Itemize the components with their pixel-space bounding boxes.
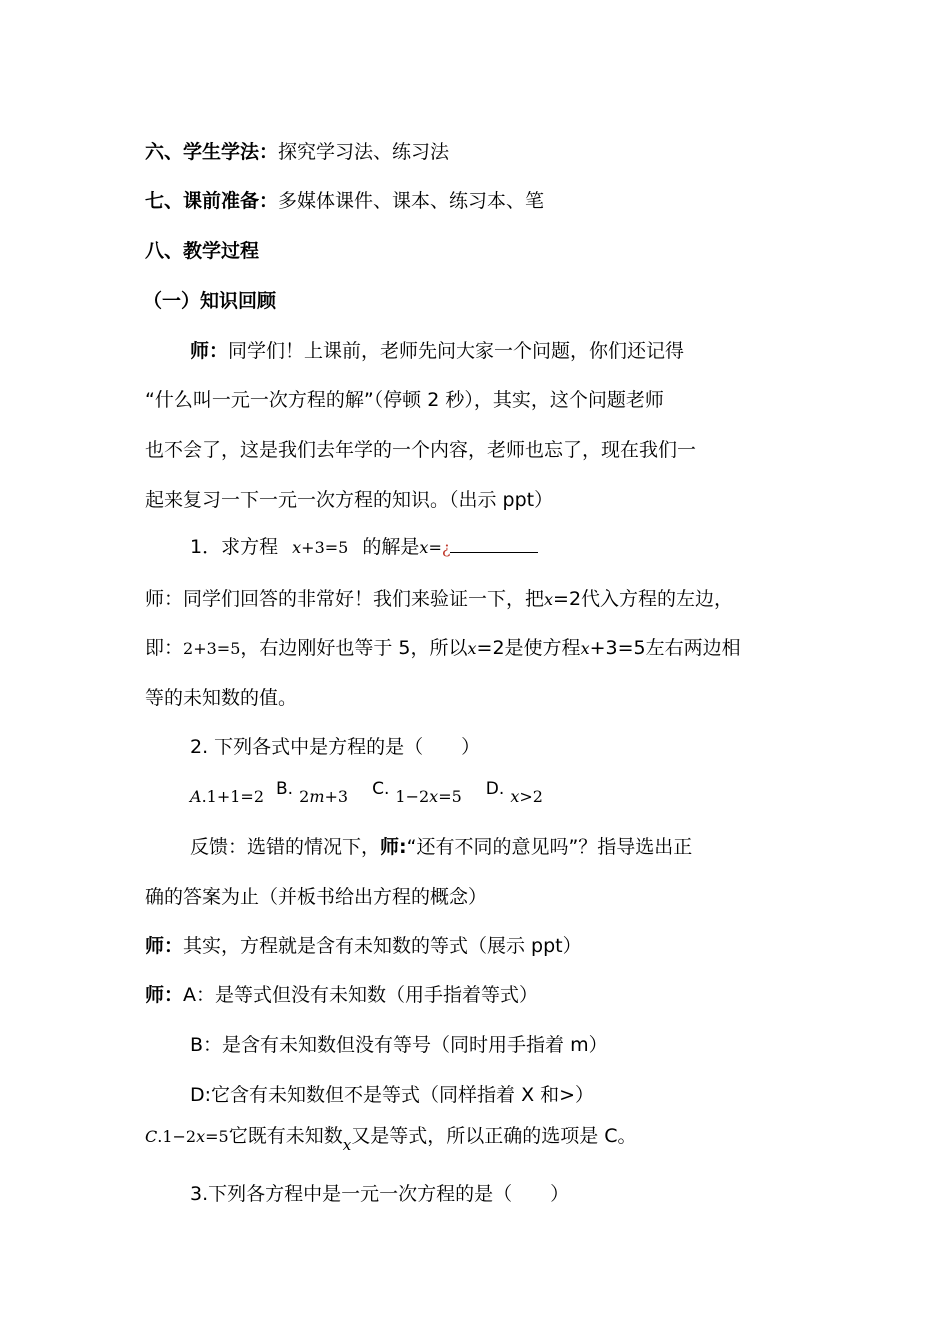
q1-ans-mark: ¿ [441,538,451,557]
explain-c-var: x [196,1127,206,1146]
para2-text2c: =2是使方程 [476,637,581,659]
s8-title-text: 八、教学过程 [145,240,260,262]
q2-c-var: x [429,787,439,806]
explain-line3: B：是含有未知数但没有等号（同时用手指着 m） [190,1034,608,1056]
q2-b-pre: 2 [299,787,310,806]
q2-a-expr: .1+1=2 [201,787,264,806]
feedback-line2: 确的答案为止（并板书给出方程的概念） [145,886,488,908]
q1-eq-var: x [292,538,302,557]
q1-answer-blank [450,534,538,553]
para1-text1: 同学们！上课前，老师先问大家一个问题，你们还记得 [228,340,685,362]
para2-text2d: +3=5左右两边相 [589,637,741,659]
explain-speaker2: 师： [145,984,184,1006]
q3-stem: 3.下列各方程中是一元一次方程的是（ ） [190,1183,570,1205]
explain-text2: A：是等式但没有未知数（用手指着等式） [183,984,539,1006]
para2-text1a: 师：同学们回答的非常好！我们来验证一下，把 [145,588,545,610]
q2-d-post: >2 [519,787,543,806]
para1-line3: 也不会了，这是我们去年学的一个内容，老师也忘了，现在我们一 [145,439,697,461]
s7-text: 多媒体课件、课本、练习本、笔 [278,190,545,212]
q2-stem: 2. 下列各式中是方程的是（ ） [190,736,481,758]
q1-answer [419,538,450,557]
feedback-speaker: 师: [380,836,407,858]
q2-c-label: C. [372,779,390,799]
q2-c-pre: 1−2 [395,787,430,806]
para1-line2: “什么叫一元一次方程的解”（停顿 2 秒），其实，这个问题老师 [145,389,664,411]
s7-line [145,189,544,213]
para2-var2: x [467,639,477,658]
q1-equation [292,538,348,557]
explain-text1: 其实，方程就是含有未知数的等式（展示 ppt） [183,935,582,957]
para2-line3: 等的未知数的值。 [145,687,298,709]
q2-option-a [190,787,264,806]
q1-ans-var: x [419,538,429,557]
q1-ans-eq: = [428,538,442,557]
q2-option-b [299,787,348,806]
explain-line2 [145,983,538,1007]
para1-speaker: 师： [190,340,229,362]
explain-option-c [145,1127,229,1146]
explain-sub-var: x [342,1136,352,1154]
s6-text: 探究学习法、练习法 [278,141,450,163]
feedback-text1a: 反馈：选错的情况下， [190,836,381,858]
q2-d-var: x [510,787,520,806]
explain-c-label: C [145,1127,158,1146]
explain-c-pre: .1−2 [157,1127,197,1146]
explain-text5a: 它既有未知数 [228,1125,343,1147]
para2-text2a: 即： [145,637,184,659]
q1-line [190,534,538,560]
s7-title: 七、课前准备： [145,190,279,212]
feedback-line1 [190,835,692,859]
explain-text5b: 又是等式，所以正确的选项是 C。 [351,1125,637,1147]
q2-b-post: +3 [324,787,349,806]
explain-line1 [145,934,582,958]
q2-c-post: =5 [438,787,462,806]
q1-prefix: 1．求方程 [190,536,279,558]
explain-line5 [145,1124,637,1154]
feedback-text1b: “还有不同的意见吗”？指导选出正 [406,836,693,858]
para2-text2b: ，右边刚好也等于 5，所以 [240,637,468,659]
s6-title: 六、学生学法： [145,141,279,163]
s6-line [145,140,449,164]
q2-b-var: m [309,787,325,806]
q1-eq-rest: +3=5 [301,538,349,557]
sub1-title [143,289,276,313]
para2-var3: x [580,639,590,658]
para2-text1b: =2代入方程的左边， [553,588,734,610]
explain-speaker1: 师： [145,935,184,957]
sub1-title-text: （一）知识回顾 [143,290,277,312]
explain-line4: D:它含有未知数但不是等式（同样指着 X 和>） [190,1084,595,1106]
q2-option-d [510,787,543,806]
para2-line2 [145,636,741,661]
para1-line1 [190,339,684,363]
explain-c-post: =5 [205,1127,229,1146]
q1-mid: 的解是 [362,536,420,558]
q2-option-c [395,787,461,806]
q2-b-label: B. [276,779,294,799]
para2-var1: x [544,590,554,609]
para2-math: 2+3=5 [183,639,241,658]
para1-line4: 起来复习一下一元一次方程的知识。（出示 ppt） [145,489,554,511]
q2-a-label: A [190,787,202,806]
para2-line1 [145,587,733,612]
q2-d-label: D. [485,779,505,799]
s8-title [145,239,259,263]
q2-options [190,779,543,809]
